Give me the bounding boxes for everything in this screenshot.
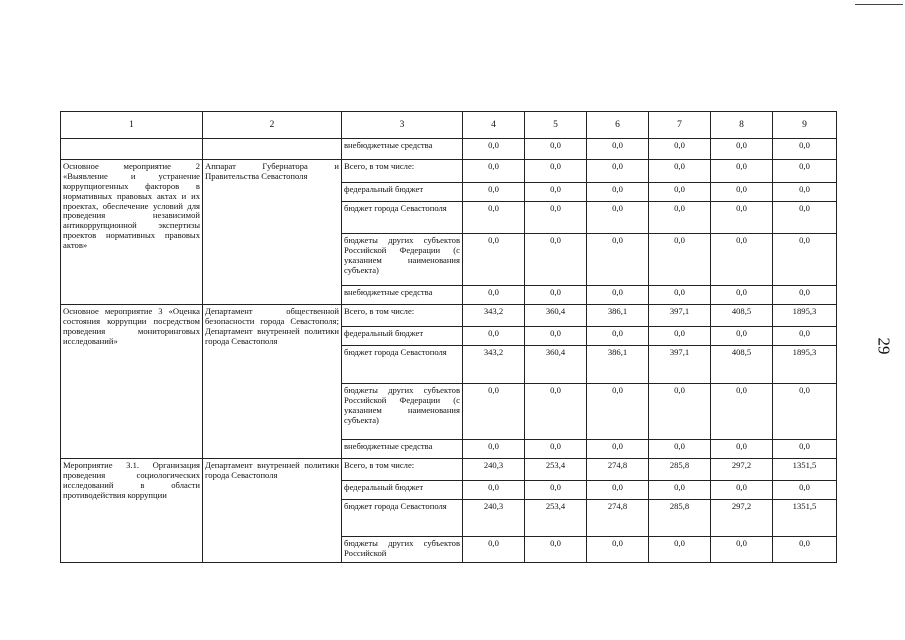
value-cell: 0,0 <box>711 202 773 234</box>
value-cell: 297,2 <box>711 500 773 537</box>
header-cell: 3 <box>342 112 463 139</box>
value-cell: 0,0 <box>711 537 773 563</box>
header-cell: 4 <box>463 112 525 139</box>
value-cell: 386,1 <box>587 305 649 327</box>
value-cell: 0,0 <box>587 234 649 286</box>
value-cell: 0,0 <box>587 139 649 160</box>
value-cell: 0,0 <box>463 234 525 286</box>
value-cell: 0,0 <box>711 481 773 500</box>
value-cell: 0,0 <box>463 160 525 183</box>
value-cell: 0,0 <box>711 384 773 440</box>
value-cell: 1895,3 <box>773 305 837 327</box>
value-cell: 0,0 <box>525 202 587 234</box>
value-cell: 408,5 <box>711 305 773 327</box>
value-cell: 0,0 <box>587 440 649 459</box>
value-cell: 0,0 <box>525 481 587 500</box>
value-cell: 253,4 <box>525 500 587 537</box>
value-cell: 0,0 <box>525 327 587 346</box>
value-cell: 0,0 <box>463 537 525 563</box>
value-cell: 0,0 <box>649 234 711 286</box>
measure-name-cell: Основное мероприятие 2 «Выявление и устранение коррупциогенных факторов в нормативных правовых актах и их проектах, обеспечение условий для проведения независимой антикоррупционной экспертизы проектов нормативных правовых актов» <box>61 160 203 305</box>
measure-name-cell: Основное мероприятие 3 «Оценка состояния коррупции посредством проведения мониторинговых исследований» <box>61 305 203 459</box>
value-cell: 0,0 <box>587 481 649 500</box>
header-cell: 2 <box>203 112 342 139</box>
budget-table <box>60 111 837 563</box>
funding-source-cell: бюджеты других субъектов Российской Федерации (с указанием наименования субъекта) <box>342 384 463 440</box>
value-cell: 1351,5 <box>773 500 837 537</box>
value-cell: 0,0 <box>711 286 773 305</box>
value-cell: 0,0 <box>525 384 587 440</box>
value-cell: 1351,5 <box>773 459 837 481</box>
value-cell: 0,0 <box>711 234 773 286</box>
value-cell: 0,0 <box>587 183 649 202</box>
value-cell: 0,0 <box>773 537 837 563</box>
funding-source-cell: Всего, в том числе: <box>342 305 463 327</box>
value-cell: 0,0 <box>773 160 837 183</box>
value-cell: 0,0 <box>463 286 525 305</box>
value-cell: 0,0 <box>649 481 711 500</box>
value-cell: 0,0 <box>773 327 837 346</box>
value-cell: 397,1 <box>649 346 711 384</box>
value-cell: 343,2 <box>463 305 525 327</box>
value-cell: 0,0 <box>587 286 649 305</box>
value-cell: 0,0 <box>525 234 587 286</box>
value-cell: 0,0 <box>525 440 587 459</box>
value-cell: 0,0 <box>773 234 837 286</box>
value-cell: 0,0 <box>773 183 837 202</box>
value-cell: 408,5 <box>711 346 773 384</box>
page-number: 29 <box>874 337 894 355</box>
funding-source-cell: внебюджетные средства <box>342 286 463 305</box>
value-cell: 297,2 <box>711 459 773 481</box>
value-cell: 285,8 <box>649 459 711 481</box>
funding-source-cell: бюджеты других субъектов Российской Федерации (с указанием наименования субъекта) <box>342 234 463 286</box>
value-cell: 0,0 <box>773 202 837 234</box>
value-cell: 0,0 <box>463 440 525 459</box>
value-cell: 0,0 <box>463 327 525 346</box>
value-cell: 0,0 <box>773 481 837 500</box>
value-cell: 360,4 <box>525 305 587 327</box>
executor-cell: Аппарат Губернатора и Правительства Севастополя <box>203 160 342 305</box>
header-cell: 8 <box>711 112 773 139</box>
value-cell: 0,0 <box>587 537 649 563</box>
value-cell: 0,0 <box>587 384 649 440</box>
value-cell: 0,0 <box>463 481 525 500</box>
value-cell: 0,0 <box>525 160 587 183</box>
header-cell: 1 <box>61 112 203 139</box>
value-cell: 0,0 <box>773 384 837 440</box>
value-cell: 0,0 <box>463 384 525 440</box>
funding-source-cell: бюджеты других субъектов Российской <box>342 537 463 563</box>
value-cell: 240,3 <box>463 500 525 537</box>
value-cell: 0,0 <box>525 139 587 160</box>
header-row <box>61 112 837 139</box>
value-cell: 0,0 <box>773 440 837 459</box>
value-cell: 0,0 <box>773 286 837 305</box>
funding-source-cell: федеральный бюджет <box>342 183 463 202</box>
value-cell: 0,0 <box>649 183 711 202</box>
value-cell: 0,0 <box>463 183 525 202</box>
funding-source-cell: внебюджетные средства <box>342 139 463 160</box>
value-cell: 386,1 <box>587 346 649 384</box>
value-cell: 0,0 <box>649 537 711 563</box>
value-cell: 0,0 <box>649 384 711 440</box>
value-cell: 0,0 <box>525 537 587 563</box>
value-cell: 1895,3 <box>773 346 837 384</box>
funding-source-cell: федеральный бюджет <box>342 481 463 500</box>
value-cell: 0,0 <box>649 286 711 305</box>
value-cell: 274,8 <box>587 459 649 481</box>
header-cell: 6 <box>587 112 649 139</box>
value-cell: 0,0 <box>711 440 773 459</box>
funding-source-cell: Всего, в том числе: <box>342 459 463 481</box>
value-cell: 0,0 <box>711 183 773 202</box>
value-cell: 285,8 <box>649 500 711 537</box>
executor-cell: Департамент общественной безопасности города Севастополя; Департамент внутренней политики города Севастополя <box>203 305 342 459</box>
value-cell: 0,0 <box>463 202 525 234</box>
value-cell: 0,0 <box>649 440 711 459</box>
value-cell: 343,2 <box>463 346 525 384</box>
measure-name-cell <box>61 139 203 160</box>
table-row <box>61 305 837 327</box>
header-cell: 5 <box>525 112 587 139</box>
value-cell: 0,0 <box>525 286 587 305</box>
header-cell: 7 <box>649 112 711 139</box>
value-cell: 253,4 <box>525 459 587 481</box>
value-cell: 274,8 <box>587 500 649 537</box>
table-row <box>61 459 837 481</box>
value-cell: 0,0 <box>463 139 525 160</box>
table-row <box>61 160 837 183</box>
executor-cell: Департамент внутренней политики города Севастополя <box>203 459 342 563</box>
value-cell: 0,0 <box>649 202 711 234</box>
value-cell: 0,0 <box>649 327 711 346</box>
value-cell: 0,0 <box>711 160 773 183</box>
funding-source-cell: бюджет города Севастополя <box>342 346 463 384</box>
funding-source-cell: бюджет города Севастополя <box>342 500 463 537</box>
value-cell: 0,0 <box>587 202 649 234</box>
funding-source-cell: внебюджетные средства <box>342 440 463 459</box>
value-cell: 0,0 <box>649 160 711 183</box>
executor-cell <box>203 139 342 160</box>
funding-source-cell: Всего, в том числе: <box>342 160 463 183</box>
value-cell: 0,0 <box>711 327 773 346</box>
funding-source-cell: федеральный бюджет <box>342 327 463 346</box>
measure-name-cell: Мероприятие 3.1. Организация проведения социологических исследований в области противодействия коррупции <box>61 459 203 563</box>
value-cell: 0,0 <box>711 139 773 160</box>
value-cell: 0,0 <box>773 139 837 160</box>
value-cell: 0,0 <box>587 160 649 183</box>
value-cell: 0,0 <box>587 327 649 346</box>
header-cell: 9 <box>773 112 837 139</box>
funding-source-cell: бюджет города Севастополя <box>342 202 463 234</box>
value-cell: 240,3 <box>463 459 525 481</box>
value-cell: 397,1 <box>649 305 711 327</box>
top-rule <box>855 4 903 5</box>
table-row <box>61 139 837 160</box>
value-cell: 0,0 <box>649 139 711 160</box>
value-cell: 360,4 <box>525 346 587 384</box>
value-cell: 0,0 <box>525 183 587 202</box>
